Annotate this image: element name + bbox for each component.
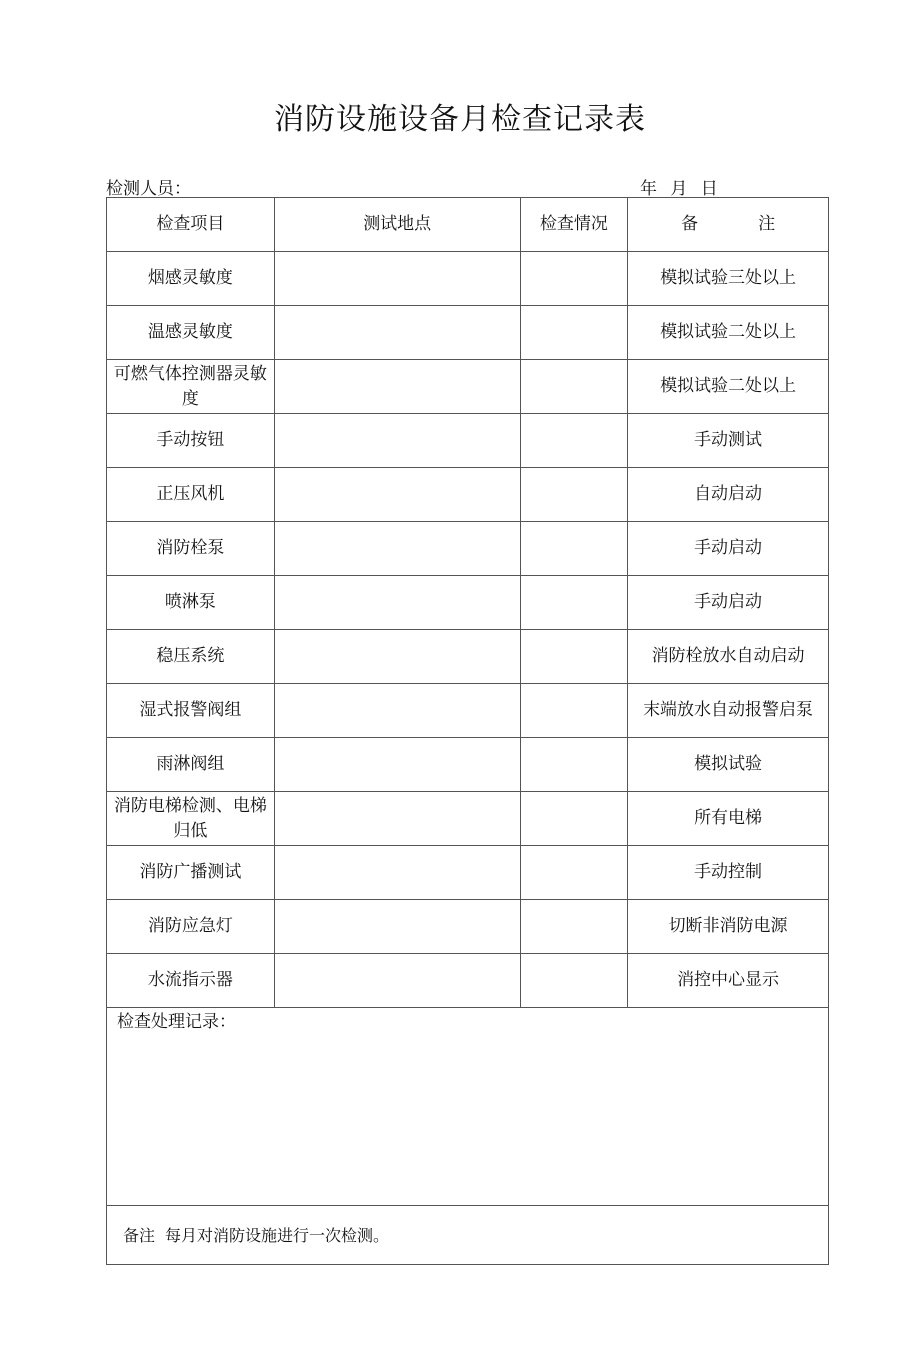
- item-cell: 消防应急灯: [107, 900, 275, 954]
- table-row: [107, 792, 829, 846]
- item-cell: 消防广播测试: [107, 846, 275, 900]
- item-cell: 喷淋泵: [107, 576, 275, 630]
- header-location: 测试地点: [274, 198, 520, 252]
- status-cell[interactable]: [520, 846, 627, 900]
- table-row: [107, 738, 829, 792]
- table-row: [107, 846, 829, 900]
- item-cell: 消防栓泵: [107, 522, 275, 576]
- status-cell[interactable]: [520, 468, 627, 522]
- status-cell[interactable]: [520, 522, 627, 576]
- item-cell: 烟感灵敏度: [107, 252, 275, 306]
- remark-cell: 末端放水自动报警启泵: [628, 684, 829, 738]
- item-cell: 湿式报警阀组: [107, 684, 275, 738]
- remark-cell: 自动启动: [628, 468, 829, 522]
- table-row: [107, 630, 829, 684]
- remark-cell: 手动控制: [628, 846, 829, 900]
- location-cell[interactable]: [274, 576, 520, 630]
- remark-cell: 消防栓放水自动启动: [628, 630, 829, 684]
- location-cell[interactable]: [274, 684, 520, 738]
- status-cell[interactable]: [520, 630, 627, 684]
- status-cell[interactable]: [520, 738, 627, 792]
- table-row: [107, 414, 829, 468]
- status-cell[interactable]: [520, 414, 627, 468]
- status-cell[interactable]: [520, 900, 627, 954]
- header-row: [107, 198, 829, 252]
- location-cell[interactable]: [274, 900, 520, 954]
- location-cell[interactable]: [274, 846, 520, 900]
- remark-cell: 模拟试验三处以上: [628, 252, 829, 306]
- location-cell[interactable]: [274, 360, 520, 414]
- note-row: [107, 1206, 829, 1265]
- header-remark: [628, 198, 829, 252]
- header-remark-a: 备: [681, 214, 699, 234]
- status-cell[interactable]: [520, 252, 627, 306]
- location-cell[interactable]: [274, 468, 520, 522]
- status-cell[interactable]: [520, 684, 627, 738]
- note-text: 每月对消防设施进行一次检测。: [165, 1225, 390, 1245]
- status-cell[interactable]: [520, 306, 627, 360]
- location-cell[interactable]: [274, 306, 520, 360]
- inspection-table: [106, 197, 829, 1265]
- remark-cell: 所有电梯: [628, 792, 829, 846]
- record-label: 检查处理记录：: [117, 1012, 236, 1032]
- remark-cell: 手动测试: [628, 414, 829, 468]
- table-row: [107, 360, 829, 414]
- remark-cell: 手动启动: [628, 522, 829, 576]
- inspector-label: 检测人员：: [106, 179, 191, 199]
- table-row: [107, 954, 829, 1008]
- item-cell: 水流指示器: [107, 954, 275, 1008]
- table-row: [107, 522, 829, 576]
- item-cell: 雨淋阀组: [107, 738, 275, 792]
- remark-cell: 切断非消防电源: [628, 900, 829, 954]
- status-cell[interactable]: [520, 576, 627, 630]
- item-cell: 消防电梯检测、电梯归低: [107, 792, 275, 846]
- remark-cell: 模拟试验: [628, 738, 829, 792]
- table-row: [107, 252, 829, 306]
- remark-cell: 消控中心显示: [628, 954, 829, 1008]
- note-cell: [107, 1206, 829, 1265]
- location-cell[interactable]: [274, 522, 520, 576]
- header-status: 检查情况: [520, 198, 627, 252]
- location-cell[interactable]: [274, 414, 520, 468]
- location-cell[interactable]: [274, 954, 520, 1008]
- status-cell[interactable]: [520, 360, 627, 414]
- table-row: [107, 576, 829, 630]
- location-cell[interactable]: [274, 252, 520, 306]
- table-row: [107, 684, 829, 738]
- location-cell[interactable]: [274, 738, 520, 792]
- table-row: [107, 468, 829, 522]
- record-cell[interactable]: [107, 1008, 829, 1206]
- item-cell: 温感灵敏度: [107, 306, 275, 360]
- date-label: 年 月 日: [640, 179, 718, 199]
- location-cell[interactable]: [274, 630, 520, 684]
- location-cell[interactable]: [274, 792, 520, 846]
- remark-cell: 手动启动: [628, 576, 829, 630]
- item-cell: 稳压系统: [107, 630, 275, 684]
- page-title: 消防设施设备月检查记录表: [274, 102, 646, 137]
- item-cell: 手动按钮: [107, 414, 275, 468]
- remark-cell: 模拟试验二处以上: [628, 360, 829, 414]
- status-cell[interactable]: [520, 954, 627, 1008]
- status-cell[interactable]: [520, 792, 627, 846]
- item-cell: 可燃气体控测器灵敏度: [107, 360, 275, 414]
- record-row: [107, 1008, 829, 1206]
- item-cell: 正压风机: [107, 468, 275, 522]
- header-remark-b: 注: [758, 214, 776, 234]
- header-item: 检查项目: [107, 198, 275, 252]
- remark-cell: 模拟试验二处以上: [628, 306, 829, 360]
- table-row: [107, 900, 829, 954]
- note-label: 备注: [123, 1225, 156, 1245]
- table-row: [107, 306, 829, 360]
